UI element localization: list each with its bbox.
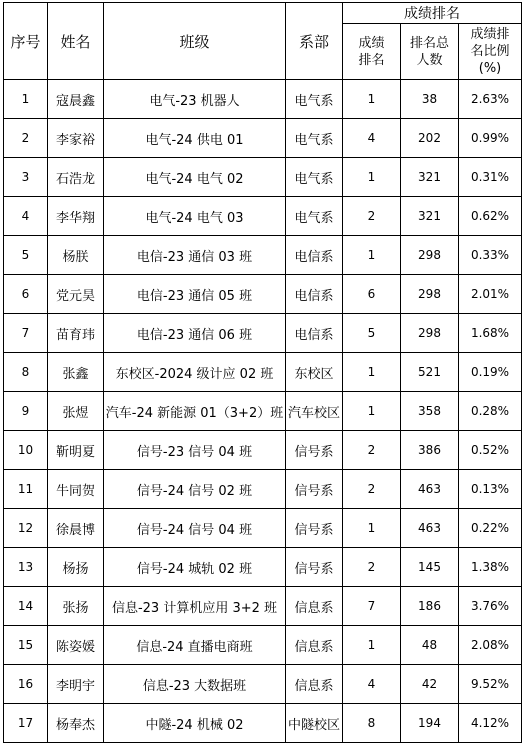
cell-name: 杨朕 [48, 236, 104, 275]
cell-ratio: 2.08% [459, 626, 522, 665]
cell-rank: 4 [343, 665, 401, 704]
cell-class: 电信-23 通信 06 班 [104, 314, 286, 353]
cell-name: 牛同贺 [48, 470, 104, 509]
header-total [401, 24, 459, 80]
cell-dept: 电气系 [286, 80, 343, 119]
cell-name: 石浩龙 [48, 158, 104, 197]
cell-class: 中隧-24 机械 02 [104, 704, 286, 743]
cell-rank: 1 [343, 509, 401, 548]
cell-rank: 2 [343, 470, 401, 509]
cell-name: 张鑫 [48, 353, 104, 392]
cell-dept: 电气系 [286, 119, 343, 158]
table-row [4, 392, 522, 431]
cell-index: 15 [4, 626, 48, 665]
cell-index: 7 [4, 314, 48, 353]
ranking-table [3, 2, 522, 743]
cell-name: 李明宇 [48, 665, 104, 704]
cell-name: 徐晨博 [48, 509, 104, 548]
cell-name: 苗育玮 [48, 314, 104, 353]
cell-dept: 电气系 [286, 197, 343, 236]
table-row [4, 509, 522, 548]
cell-index: 8 [4, 353, 48, 392]
cell-dept: 信息系 [286, 626, 343, 665]
cell-dept: 信息系 [286, 587, 343, 626]
cell-name: 党元昊 [48, 275, 104, 314]
cell-class: 信号-24 信号 04 班 [104, 509, 286, 548]
cell-class: 电气-24 供电 01 [104, 119, 286, 158]
table-row [4, 548, 522, 587]
cell-index: 10 [4, 431, 48, 470]
cell-index: 6 [4, 275, 48, 314]
cell-total: 42 [401, 665, 459, 704]
cell-class: 电气-24 电气 02 [104, 158, 286, 197]
header-rank [343, 24, 401, 80]
cell-dept: 汽车校区 [286, 392, 343, 431]
cell-index: 12 [4, 509, 48, 548]
cell-rank: 1 [343, 626, 401, 665]
table-body [4, 80, 522, 743]
cell-rank: 1 [343, 236, 401, 275]
header-score-rank-group: 成绩排名 [343, 3, 522, 24]
cell-total: 48 [401, 626, 459, 665]
cell-total: 194 [401, 704, 459, 743]
header-row-top [4, 3, 522, 24]
table-row [4, 197, 522, 236]
cell-ratio: 0.62% [459, 197, 522, 236]
cell-total: 386 [401, 431, 459, 470]
cell-ratio: 0.13% [459, 470, 522, 509]
cell-ratio: 0.99% [459, 119, 522, 158]
cell-dept: 信号系 [286, 509, 343, 548]
cell-dept: 电信系 [286, 236, 343, 275]
cell-index: 14 [4, 587, 48, 626]
cell-total: 298 [401, 275, 459, 314]
cell-total: 202 [401, 119, 459, 158]
cell-class: 汽车-24 新能源 01（3+2）班 [104, 392, 286, 431]
cell-rank: 2 [343, 197, 401, 236]
cell-rank: 2 [343, 548, 401, 587]
cell-ratio: 0.28% [459, 392, 522, 431]
cell-index: 17 [4, 704, 48, 743]
cell-dept: 电信系 [286, 275, 343, 314]
cell-rank: 1 [343, 353, 401, 392]
header-ratio-line3: (%) [478, 61, 502, 76]
table-row [4, 665, 522, 704]
cell-total: 321 [401, 158, 459, 197]
table-row [4, 314, 522, 353]
cell-total: 145 [401, 548, 459, 587]
cell-ratio: 2.01% [459, 275, 522, 314]
table-row [4, 119, 522, 158]
cell-name: 张煜 [48, 392, 104, 431]
header-ratio-line1: 成绩排 [470, 27, 510, 42]
cell-class: 东校区-2024 级计应 02 班 [104, 353, 286, 392]
header-rank-line1: 成绩 [358, 35, 385, 51]
table-row [4, 275, 522, 314]
cell-name: 靳明夏 [48, 431, 104, 470]
cell-index: 9 [4, 392, 48, 431]
cell-name: 寇晨鑫 [48, 80, 104, 119]
cell-dept: 电信系 [286, 314, 343, 353]
header-class: 班级 [104, 3, 286, 80]
cell-ratio: 2.63% [459, 80, 522, 119]
cell-class: 信号-24 信号 02 班 [104, 470, 286, 509]
cell-dept: 中隧校区 [286, 704, 343, 743]
cell-index: 2 [4, 119, 48, 158]
cell-rank: 4 [343, 119, 401, 158]
cell-ratio: 0.52% [459, 431, 522, 470]
cell-dept: 信息系 [286, 665, 343, 704]
table-row [4, 626, 522, 665]
cell-rank: 6 [343, 275, 401, 314]
cell-rank: 2 [343, 431, 401, 470]
cell-name: 李家裕 [48, 119, 104, 158]
cell-total: 38 [401, 80, 459, 119]
cell-class: 电信-23 通信 03 班 [104, 236, 286, 275]
cell-total: 298 [401, 314, 459, 353]
header-total-line1: 排名总 [409, 35, 449, 51]
header-ratio [459, 24, 522, 80]
cell-dept: 信号系 [286, 470, 343, 509]
header-total-line2: 人数 [416, 52, 443, 68]
cell-ratio: 3.76% [459, 587, 522, 626]
table-row [4, 587, 522, 626]
cell-class: 信号-24 城轨 02 班 [104, 548, 286, 587]
cell-total: 358 [401, 392, 459, 431]
cell-dept: 电气系 [286, 158, 343, 197]
cell-total: 521 [401, 353, 459, 392]
cell-ratio: 1.68% [459, 314, 522, 353]
cell-index: 5 [4, 236, 48, 275]
cell-total: 321 [401, 197, 459, 236]
table-row [4, 353, 522, 392]
cell-dept: 信号系 [286, 548, 343, 587]
cell-total: 463 [401, 509, 459, 548]
cell-index: 13 [4, 548, 48, 587]
cell-rank: 1 [343, 158, 401, 197]
cell-name: 杨扬 [48, 548, 104, 587]
cell-index: 3 [4, 158, 48, 197]
table-row [4, 470, 522, 509]
cell-total: 463 [401, 470, 459, 509]
cell-rank: 1 [343, 392, 401, 431]
cell-class: 电气-23 机器人 [104, 80, 286, 119]
cell-index: 11 [4, 470, 48, 509]
cell-name: 张扬 [48, 587, 104, 626]
header-dept: 系部 [286, 3, 343, 80]
cell-total: 186 [401, 587, 459, 626]
cell-index: 4 [4, 197, 48, 236]
cell-class: 信息-23 计算机应用 3+2 班 [104, 587, 286, 626]
header-ratio-line2: 名比例 [470, 44, 510, 59]
header-rank-line2: 排名 [358, 52, 385, 68]
cell-ratio: 4.12% [459, 704, 522, 743]
table-row [4, 236, 522, 275]
cell-total: 298 [401, 236, 459, 275]
cell-ratio: 0.33% [459, 236, 522, 275]
cell-index: 1 [4, 80, 48, 119]
cell-index: 16 [4, 665, 48, 704]
cell-ratio: 0.19% [459, 353, 522, 392]
cell-ratio: 1.38% [459, 548, 522, 587]
cell-ratio: 0.22% [459, 509, 522, 548]
cell-class: 信息-23 大数据班 [104, 665, 286, 704]
cell-rank: 1 [343, 80, 401, 119]
table-row [4, 80, 522, 119]
cell-name: 杨奉杰 [48, 704, 104, 743]
cell-name: 李华翔 [48, 197, 104, 236]
cell-rank: 7 [343, 587, 401, 626]
table-row [4, 704, 522, 743]
cell-class: 信息-24 直播电商班 [104, 626, 286, 665]
cell-dept: 东校区 [286, 353, 343, 392]
cell-class: 信号-23 信号 04 班 [104, 431, 286, 470]
cell-dept: 信号系 [286, 431, 343, 470]
header-name: 姓名 [48, 3, 104, 80]
cell-ratio: 0.31% [459, 158, 522, 197]
cell-rank: 8 [343, 704, 401, 743]
table-row [4, 431, 522, 470]
cell-class: 电信-23 通信 05 班 [104, 275, 286, 314]
cell-name: 陈姿媛 [48, 626, 104, 665]
table-row [4, 158, 522, 197]
cell-ratio: 9.52% [459, 665, 522, 704]
header-index: 序号 [4, 3, 48, 80]
cell-rank: 5 [343, 314, 401, 353]
cell-class: 电气-24 电气 03 [104, 197, 286, 236]
